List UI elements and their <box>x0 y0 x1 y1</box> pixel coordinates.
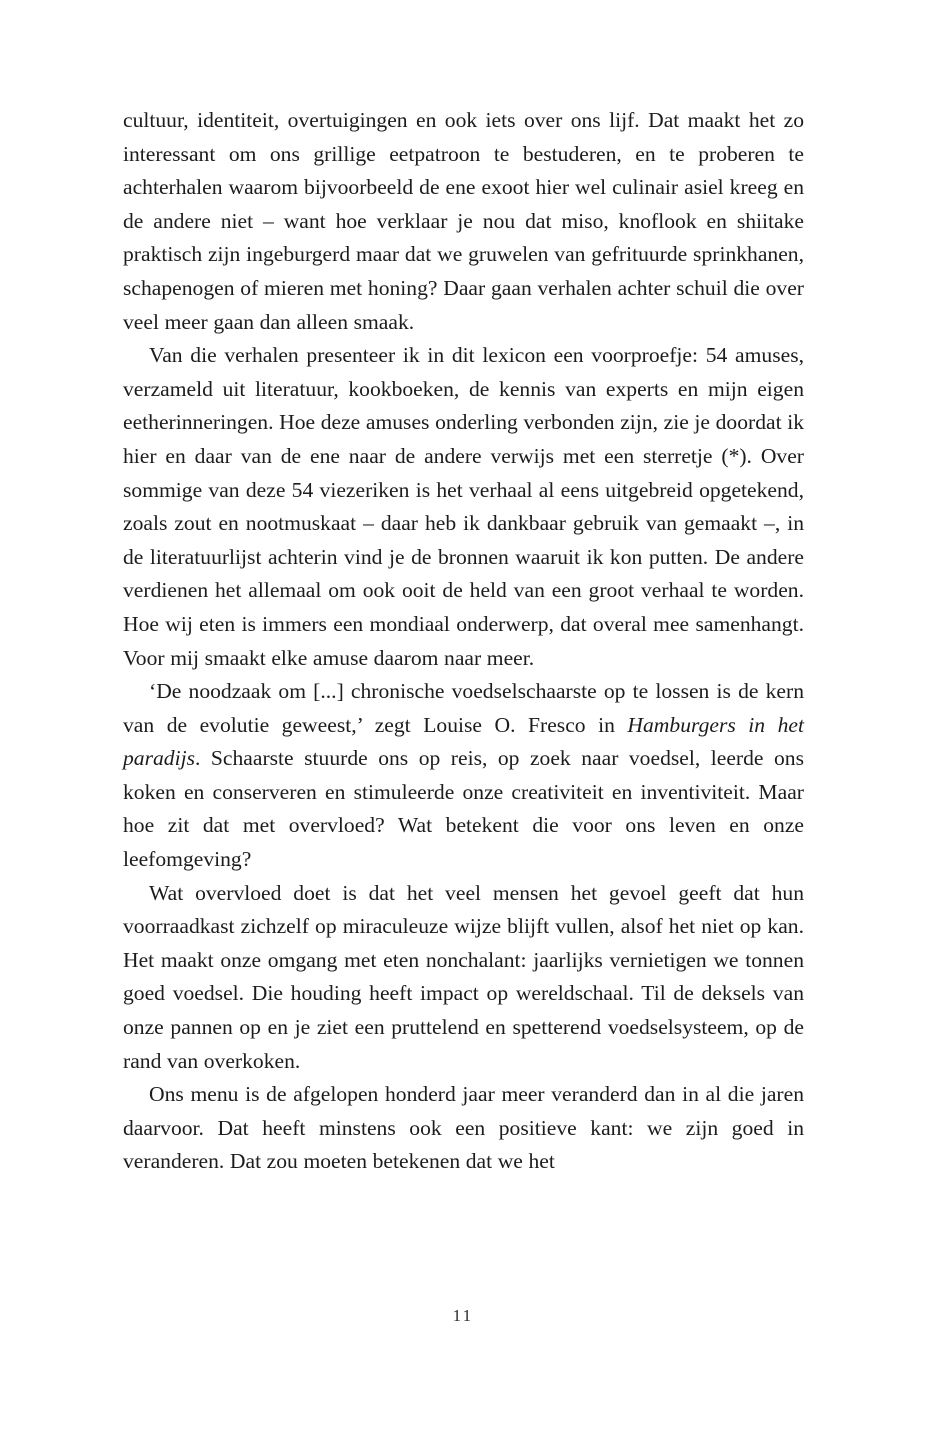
paragraph-1: cultuur, identiteit, overtuigingen en ook iets over ons lijf. Dat maakt het zo interessant om ons grillige eetpatroon te bestuderen, en te proberen te achterhalen waarom bijvoorbeeld de ene exoot hier wel culinair asiel kreeg en de andere niet – want hoe verklaar je nou dat miso, knoflook en shiitake praktisch zijn ingeburgerd maar dat we gruwelen van gefrituurde sprinkhanen, schapenogen of mieren met honing? Daar gaan verhalen achter schuil die over veel meer gaan dan alleen smaak. <box>123 108 804 334</box>
paragraph-3-segment-lead: ‘De noodzaak om [...] chronische voedselschaarste op te lossen is de kern van de evolutie geweest,’ zegt Louise O. Fresco in <box>123 679 804 737</box>
paragraph-3-segment-tail: . Schaarste stuurde ons op reis, op zoek naar voedsel, leerde ons koken en conserveren en stimuleerde onze creativiteit en inventiviteit. Maar hoe zit dat met overvloed? Wat betekent die voor ons leven en onze leefomgeving? <box>123 746 804 872</box>
paragraph-5: Ons menu is de afgelopen honderd jaar meer veranderd dan in al die jaren daarvoor. Dat heeft minstens ook een positieve kant: we zijn goed in veranderen. Dat zou moeten betekenen dat we het <box>123 1082 804 1174</box>
paragraph-3 <box>123 675 804 877</box>
page-number-folio: 11 <box>452 1306 474 1325</box>
paragraph-4: Wat overvloed doet is dat het veel mensen het gevoel geeft dat hun voorraadkast zichzelf op miraculeuze wijze blijft vullen, alsof het niet op kan. Het maakt onze omgang met eten nonchalant: jaarlijks vernietigen we tonnen goed voedsel. Die houding heeft impact op wereldschaal. Til de deksels van onze pannen op en je ziet een pruttelend en spetterend voedselsysteem, op de rand van overkoken. <box>123 880 804 1073</box>
paragraph-2: Van die verhalen presenteer ik in dit lexicon een voorproefje: 54 amuses, verzameld uit literatuur, kookboeken, de kennis van experts en mijn eigen eetherinneringen. Hoe deze amuses onderling verbonden zijn, zie je doordat ik hier en daar van de ene naar de andere verwijs met een sterretje (*). Over sommige van deze 54 viezeriken is het verhaal al eens uitgebreid opgetekend, zoals zout en nootmuskaat – daar heb ik dankbaar gebruik van gemaakt –, in de literatuurlijst achterin vind je de bronnen waaruit ik kon putten. De andere verdienen het allemaal om ook ooit de held van een groot verhaal te worden. Hoe wij eten is immers een mondiaal onderwerp, dat overal mee samenhangt. Voor mij smaakt elke amuse daarom naar meer. <box>123 343 804 670</box>
body-text-block <box>123 104 804 1179</box>
book-title-hamburgers-in-het-paradijs: Hamburgers in het paradijs <box>123 712 804 771</box>
